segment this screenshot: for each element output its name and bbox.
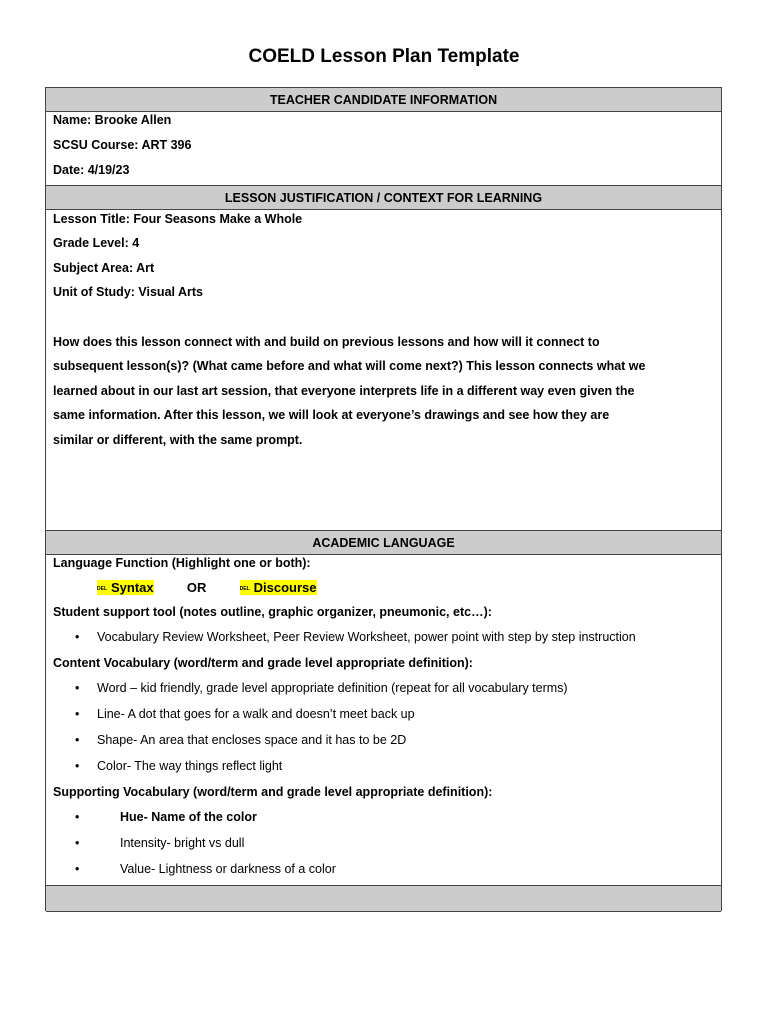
supporting-vocab-item: Value- Lightness or darkness of a color (120, 862, 336, 876)
content-vocab-item: Color- The way things reflect light (97, 759, 283, 773)
support-item: Vocabulary Review Worksheet, Peer Review Worksheet, power point with step by step instruction (97, 630, 636, 644)
subject-area: Subject Area: Art (53, 261, 155, 275)
teacher-course: SCSU Course: ART 396 (53, 138, 192, 152)
syntax-option[interactable]: DEL Syntax (97, 580, 154, 595)
supporting-vocab-item: Hue- Name of the color (120, 810, 257, 824)
teacher-date: Date: 4/19/23 (53, 163, 130, 177)
content-vocabulary-label: Content Vocabulary (word/term and grade level appropriate definition): (53, 656, 473, 670)
section-header-teacher: TEACHER CANDIDATE INFORMATION (46, 87, 721, 112)
content-vocab-item: Shape- An area that encloses space and it has to be 2D (97, 733, 407, 747)
content-vocab-item: Word – kid friendly, grade level appropriate definition (repeat for all vocabulary terms) (97, 681, 568, 695)
language-function-options (97, 580, 317, 595)
option-mark: DEL (239, 585, 250, 592)
unit-of-study: Unit of Study: Visual Arts (53, 285, 204, 299)
justification-paragraph-line: learned about in our last art session, that everyone interprets life in a different way even given the (53, 384, 635, 398)
bullet-icon: • (75, 630, 80, 644)
justification-paragraph-line: similar or different, with the same prompt. (53, 433, 303, 447)
bullet-icon: • (75, 810, 80, 824)
section-header-academic: ACADEMIC LANGUAGE (46, 530, 721, 555)
bullet-icon: • (75, 707, 80, 721)
justification-paragraph-line: How does this lesson connect with and build on previous lessons and how will it connect to (53, 335, 600, 349)
justification-paragraph-line: same information. After this lesson, we will look at everyone’s drawings and see how they are (53, 408, 610, 422)
justification-paragraph-line: subsequent lesson(s)? (What came before and what will come next?) This lesson connects what we (53, 359, 646, 373)
bullet-icon: • (75, 836, 80, 850)
or-label: OR (186, 580, 207, 595)
lesson-plan-table (45, 87, 722, 911)
grade-level: Grade Level: 4 (53, 236, 140, 250)
support-tool-label: Student support tool (notes outline, graphic organizer, pneumonic, etc…): (53, 605, 492, 619)
teacher-name: Name: Brooke Allen (53, 113, 172, 127)
bullet-icon: • (75, 733, 80, 747)
supporting-vocab-item: Intensity- bright vs dull (120, 836, 245, 850)
language-function-label: Language Function (Highlight one or both): (53, 556, 311, 570)
lesson-title: Lesson Title: Four Seasons Make a Whole (53, 212, 303, 226)
page-title: COELD Lesson Plan Template (248, 46, 520, 67)
bullet-icon: • (75, 681, 80, 695)
section-header-empty (46, 885, 721, 912)
content-vocab-item: Line- A dot that goes for a walk and doesn’t meet back up (97, 707, 415, 721)
supporting-vocabulary-label: Supporting Vocabulary (word/term and grade level appropriate definition): (53, 785, 493, 799)
discourse-option[interactable]: DEL Discourse (239, 580, 317, 595)
option-mark: DEL (97, 585, 107, 592)
bullet-icon: • (75, 862, 80, 876)
section-header-justification: LESSON JUSTIFICATION / CONTEXT FOR LEARNING (46, 185, 721, 210)
bullet-icon: • (75, 759, 80, 773)
